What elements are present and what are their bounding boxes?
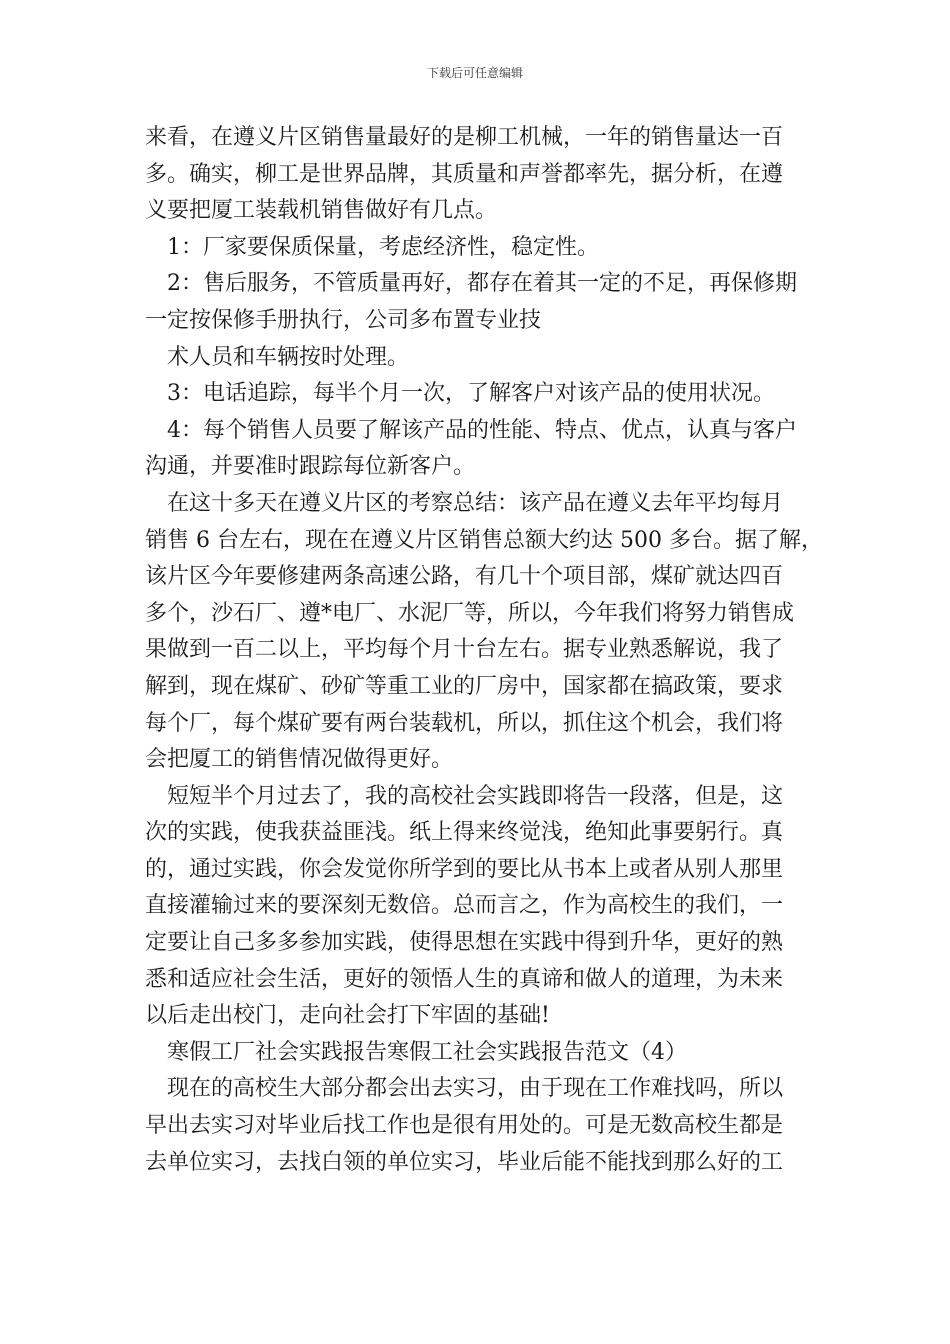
text-line: 义要把厦工装载机销售做好有几点。 <box>145 198 498 224</box>
text-line: 短短半个月过去了，我的高校社会实践即将告一段落，但是，这 <box>167 783 784 809</box>
text-line: 定要让自己多多参加实践，使得思想在实践中得到升华，更好的熟 <box>145 930 784 956</box>
text-line: 多。确实，柳工是世界品牌，其质量和声誉都率先，据分析，在遵 <box>145 161 784 187</box>
text-line: 在这十多天在遵义片区的考察总结：该产品在遵义去年平均每月 <box>167 490 784 516</box>
text-line: 4：每个销售人员要了解该产品的性能、特点、优点，认真与客户 <box>167 417 797 443</box>
text-line: 术人员和车辆按时处理。 <box>167 344 410 370</box>
text-line: 寒假工厂社会实践报告寒假工社会实践报告范文（4） <box>167 1039 687 1065</box>
text-line: 3：电话追踪，每半个月一次，了解客户对该产品的使用状况。 <box>167 381 775 407</box>
text-line: 多个，沙石厂、遵*电厂、水泥厂等，所以，今年我们将努力销售成 <box>145 600 795 626</box>
text-line: 果做到一百二以上，平均每个月十台左右。据专业熟悉解说，我了 <box>145 637 784 663</box>
text-line: 销售 6 台左右，现在在遵义片区销售总额大约达 500 多台。据了解， <box>145 527 823 553</box>
text-line: 1：厂家要保质保量，考虑经济性，稳定性。 <box>167 234 599 260</box>
text-line: 早出去实习对毕业后找工作也是很有用处的。可是无数高校生都是 <box>145 1113 784 1139</box>
text-line: 沟通，并要准时跟踪每位新客户。 <box>145 454 476 480</box>
text-line: 以后走出校门，走向社会打下牢固的基础! <box>145 1003 550 1029</box>
text-line: 去单位实习，去找白领的单位实习，毕业后能不能找到那么好的工 <box>145 1149 784 1175</box>
text-line: 直接灌输过来的要深刻无数倍。总而言之，作为高校生的我们，一 <box>145 893 784 919</box>
page-header-note: 下载后可任意编辑 <box>426 66 523 80</box>
text-line: 的，通过实践，你会发觉你所学到的要比从书本上或者从别人那里 <box>145 856 784 882</box>
text-line: 来看，在遵义片区销售量最好的是柳工机械，一年的销售量达一百 <box>145 125 784 150</box>
text-line: 每个厂，每个煤矿要有两台装载机，所以，抓住这个机会，我们将 <box>145 710 784 736</box>
text-line: 悉和适应社会生活，更好的领悟人生的真谛和做人的道理，为未来 <box>145 966 784 992</box>
text-line: 会把厦工的销售情况做得更好。 <box>145 747 454 773</box>
text-line: 次的实践，使我获益匪浅。纸上得来终觉浅，绝知此事要躬行。真 <box>145 820 784 846</box>
text-line: 一定按保修手册执行，公司多布置专业技 <box>145 307 542 333</box>
document-body <box>145 120 823 1181</box>
text-line: 现在的高校生大部分都会出去实习，由于现在工作难找吗，所以 <box>167 1076 784 1102</box>
text-line: 解到，现在煤矿、砂矿等重工业的厂房中，国家都在搞政策，要求 <box>145 673 784 699</box>
text-line: 2：售后服务，不管质量再好，都存在着其一定的不足，再保修期 <box>167 271 797 297</box>
text-line: 该片区今年要修建两条高速公路，有几十个项目部，煤矿就达四百 <box>145 564 784 590</box>
